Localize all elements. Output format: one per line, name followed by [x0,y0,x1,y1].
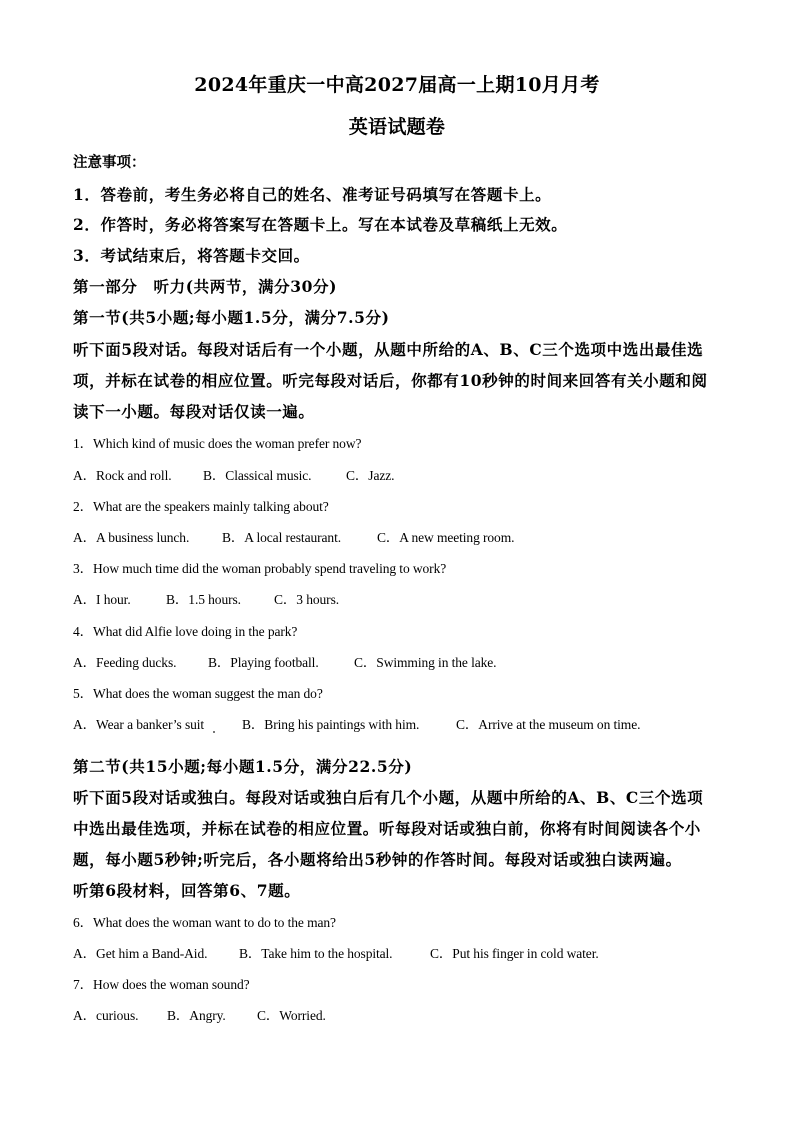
section1-instruction: 项，并标在试卷的相应位置。听完每段对话后，你都有10秒钟的时间来回答有关小题和阅 [73,371,708,390]
option-a: A．Get him a Band-Aid. [73,946,208,961]
notice-item: 1．答卷前，考生务必将自己的姓名、准考证号码填写在答题卡上。 [73,185,552,204]
notice-item: 3．考试结束后，将答题卡交回。 [73,246,310,265]
stray-mark [213,731,215,733]
exam-subtitle: 英语试题卷 [348,116,446,138]
material-heading: 听第6段材料，回答第6、7题。 [73,881,301,900]
option-b: B．Playing football. [208,655,319,670]
option-c: C．A new meeting room. [377,530,515,545]
question-3: 3．How much time did the woman probably spend traveling to work? [73,561,447,576]
option-a: A．A business lunch. [73,530,190,545]
question-7-options [73,1004,326,1024]
section2-instruction: 题，每小题5秒钟;听完后，各小题将给出5秒钟的作答时间。每段对话或独白读两遍。 [73,850,682,869]
option-a: A．Wear a banker’s suit [73,717,205,732]
section2-instruction: 中选出最佳选项，并标在试卷的相应位置。听每段对话或独白前，你将有时间阅读各个小 [73,819,701,838]
option-b: B．1.5 hours. [166,592,241,607]
section2-heading: 第二节(共15小题;每小题1.5分，满分22.5分) [73,757,413,776]
option-c: C．Swimming in the lake. [354,655,497,670]
question-6: 6．What does the woman want to do to the man? [73,915,336,930]
option-a: A．Rock and roll. [73,468,172,483]
question-1: 1．Which kind of music does the woman prefer now? [73,436,362,451]
option-b: B．Take him to the hospital. [239,946,393,961]
section2-instruction: 听下面5段对话或独白。每段对话或独白后有几个小题，从题中所给的A、B、C三个选项 [73,788,704,807]
section1-instruction: 听下面5段对话。每段对话后有一个小题，从题中所给的A、B、C三个选项中选出最佳选 [73,340,704,359]
question-1-options [73,464,394,484]
option-b: B．Angry. [167,1008,226,1023]
question-3-options [73,588,339,608]
exam-title: 2024年重庆一中高2027届高一上期10月月考 [194,74,600,96]
option-a: A．I hour. [73,592,131,607]
option-c: C．Put his finger in cold water. [430,946,599,961]
option-a: A．curious. [73,1008,139,1023]
option-a: A．Feeding ducks. [73,655,177,670]
option-b: B．A local restaurant. [222,530,341,545]
part1-heading: 第一部分 听力(共两节，满分30分) [73,277,338,296]
question-4: 4．What did Alfie love doing in the park? [73,624,298,639]
question-5-options [73,713,640,733]
option-c: C．Worried. [257,1008,326,1023]
question-7: 7．How does the woman sound? [73,977,250,992]
question-5: 5．What does the woman suggest the man do? [73,686,323,701]
section1-instruction: 读下一小题。每段对话仅读一遍。 [73,402,315,421]
section1-heading: 第一节(共5小题;每小题1.5分，满分7.5分) [73,308,390,327]
question-6-options [73,942,599,962]
option-c: C．Arrive at the museum on time. [456,717,641,732]
notice-item: 2．作答时，务必将答案写在答题卡上。写在本试卷及草稿纸上无效。 [73,215,568,234]
option-c: C．Jazz. [346,468,395,483]
question-4-options [73,651,496,671]
option-b: B．Classical music. [203,468,312,483]
option-c: C．3 hours. [274,592,340,607]
question-2-options [73,526,514,546]
notice-heading: 注意事项： [73,154,146,171]
question-2: 2．What are the speakers mainly talking about? [73,499,329,514]
option-b: B．Bring his paintings with him. [242,717,420,732]
